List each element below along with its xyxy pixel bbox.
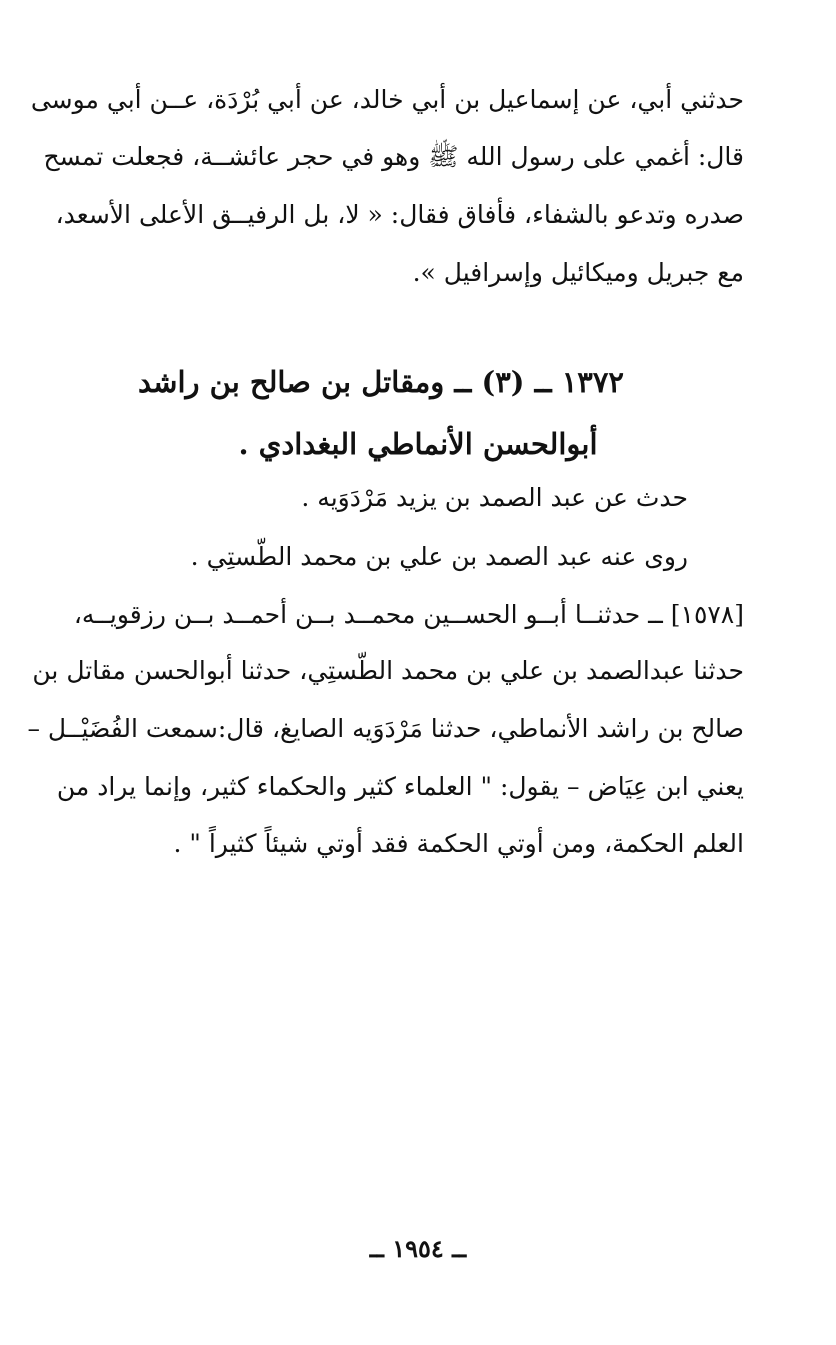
text-line: قال: أغمي على رسول الله ﷺ وهو في حجر عائشــة، فجعلت تمسح [43,142,744,171]
narrated-by: روى عنه عبد الصمد بن علي بن محمد الطّستِي . [190,542,688,571]
narrated-from: حدث عن عبد الصمد بن يزيد مَرْدَوَيه . [301,483,688,512]
text-line: حدثنا عبدالصمد بن علي بن محمد الطّستِي، حدثنا أبوالحسن مقاتل بن [32,656,744,685]
entry-heading: ١٣٧٢ ــ (٣) ــ ومقاتل بن صالح بن راشد [137,365,624,399]
text-line: [١٥٧٨] ــ حدثنــا أبــو الحســين محمــد بــن أحمــد بــن رزقويــه، [73,600,744,629]
page-number: ــ ١٩٥٤ ــ [369,1234,467,1263]
text-line: العلم الحكمة، ومن أوتي الحكمة فقد أوتي شيئاً كثيراً " . [173,829,744,858]
text-line: يعني ابن عِيَاض – يقول: " العلماء كثير والحكماء كثير، وإنما يراد من [56,772,744,801]
entry-subheading: أبوالحسن الأنماطي البغدادي . [238,427,598,461]
text-line: حدثني أبي، عن إسماعيل بن أبي خالد، عن أبي بُرْدَة، عــن أبي موسى [30,85,744,114]
text-line: صدره وتدعو بالشفاء، فأفاق فقال: « لا، بل الرفيــق الأعلى الأسعد، [55,200,744,229]
text-line: صالح بن راشد الأنماطي، حدثنا مَرْدَوَيه الصايغ، قال:سمعت الفُضَيْــل – [27,714,744,743]
text-line: مع جبريل وميكائيل وإسرافيل ». [412,258,744,287]
